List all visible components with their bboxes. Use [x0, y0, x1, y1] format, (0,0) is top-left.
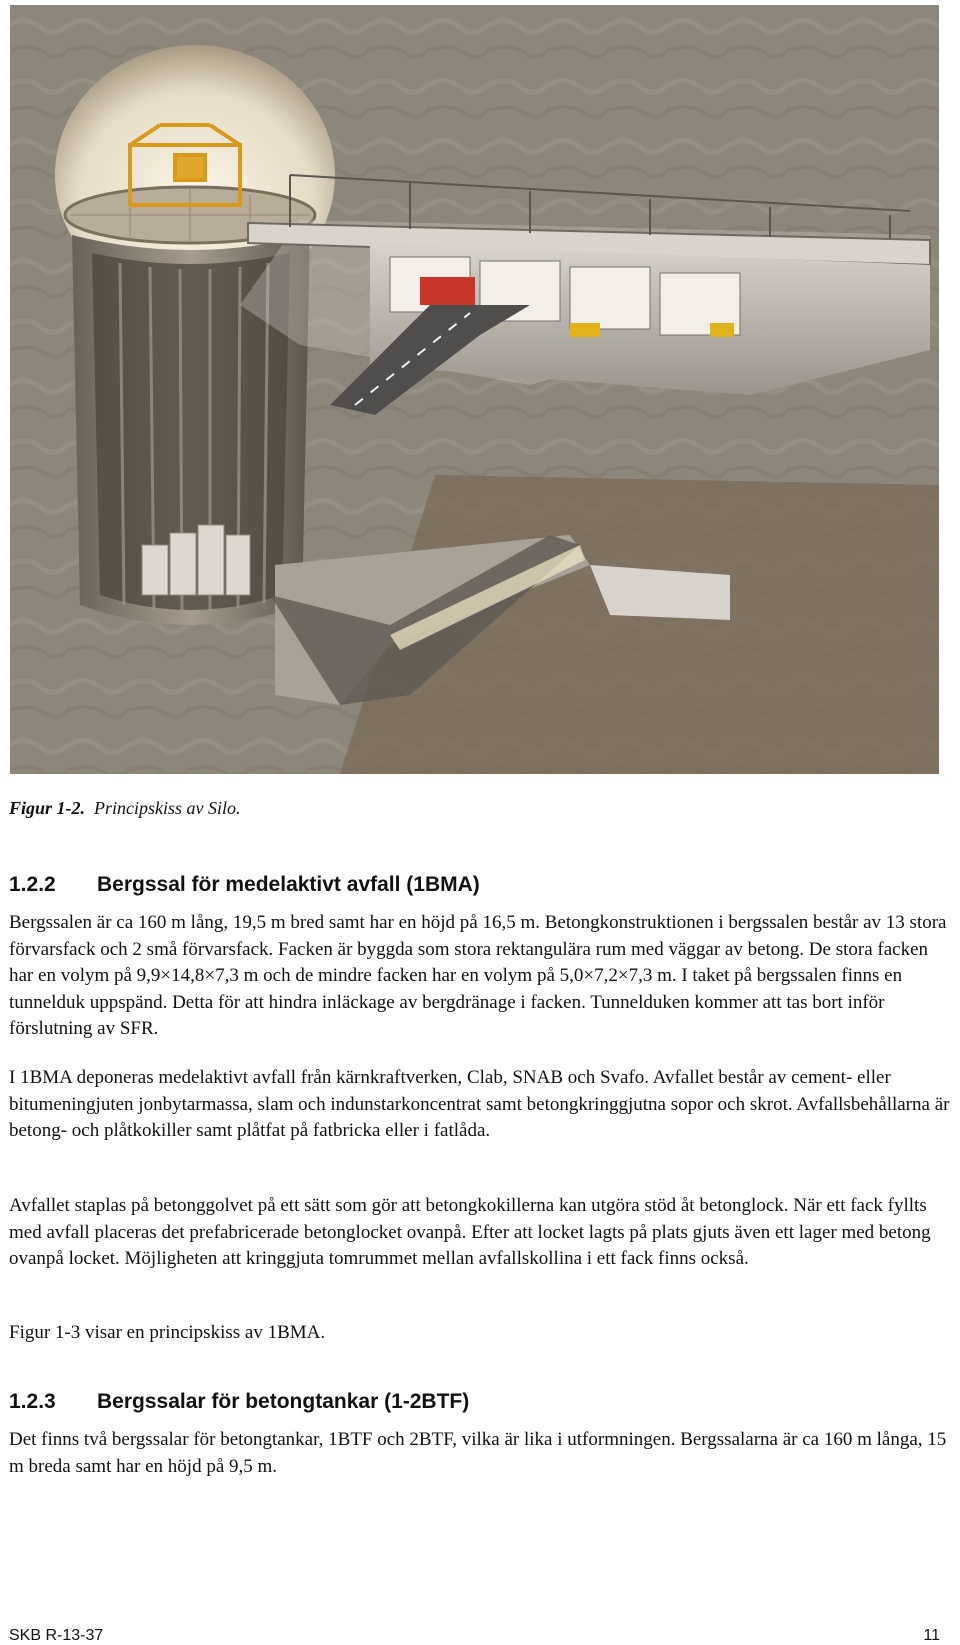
report-id: SKB R-13-37 [9, 1627, 104, 1644]
figure-caption-text: Principskiss av Silo. [94, 798, 241, 818]
paragraph: Bergssalen är ca 160 m lång, 19,5 m bred samt har en höjd på 16,5 m. Betongkonstruktionen i bergssalen består av 13 stora förvarsfack och 2 små förvarsfack. Facken är byggda som stora rektangulära rum med väggar av betong. De stora facken har en volym på 9,9×14,8×7,3 m och de mindre facken har en volym på 5,0×7,2×7,3 m. I taket på bergssalen finns en tunnelduk uppspänd. Detta för att hindra inläckage av bergdränage i facken. Tunnelduken kommer att tas bort inför förslutning av SFR. [9, 912, 947, 1039]
silo-illustration [10, 5, 939, 774]
section-heading-1-2-3 [9, 1390, 949, 1414]
paragraph: Det finns två bergssalar för betongtankar, 1BTF och 2BTF, vilka är lika i utformningen. Bergssalarna är ca 160 m långa, 15 m breda samt har en höjd på 9,5 m. [9, 1429, 947, 1477]
page-number: 11 [923, 1627, 940, 1644]
paragraph: Avfallet staplas på betonggolvet på ett sätt som gör att betongkokillerna kan utgöra stöd åt betonglock. När ett fack fyllts med avfall placeras det prefabricerade betonglocket ovanpå. Efter att locket lagts på plats gjuts även ett lager med betong ovanpå locket. Möjligheten att kringgjuta tomrummet mellan avfallskollina i ett fack finns också. [9, 1195, 931, 1269]
figure-caption [9, 798, 949, 819]
section-title: Bergssalar för betongtankar (1-2BTF) [97, 1390, 470, 1413]
section-number: 1.2.2 [9, 873, 56, 896]
section-number: 1.2.3 [9, 1390, 56, 1413]
section-heading-1-2-2 [9, 873, 949, 897]
paragraph: Figur 1-3 visar en principskiss av 1BMA. [9, 1322, 326, 1343]
section-title: Bergssal för medelaktivt avfall (1BMA) [97, 873, 480, 896]
truck [420, 277, 475, 305]
figure-caption-label: Figur 1-2. [9, 798, 86, 818]
paragraph: I 1BMA deponeras medelaktivt avfall från kärnkraftverken, Clab, SNAB och Svafo. Avfallet består av cement- eller bitumeningjuten jonbytarmassa, slam och indunstarkoncentrat samt betongkringgjutna sopor och skrot. Avfallsbehållarna är betong- och plåtkokiller samt plåtfat på fatbricka eller i fatlåda. [9, 1067, 950, 1141]
